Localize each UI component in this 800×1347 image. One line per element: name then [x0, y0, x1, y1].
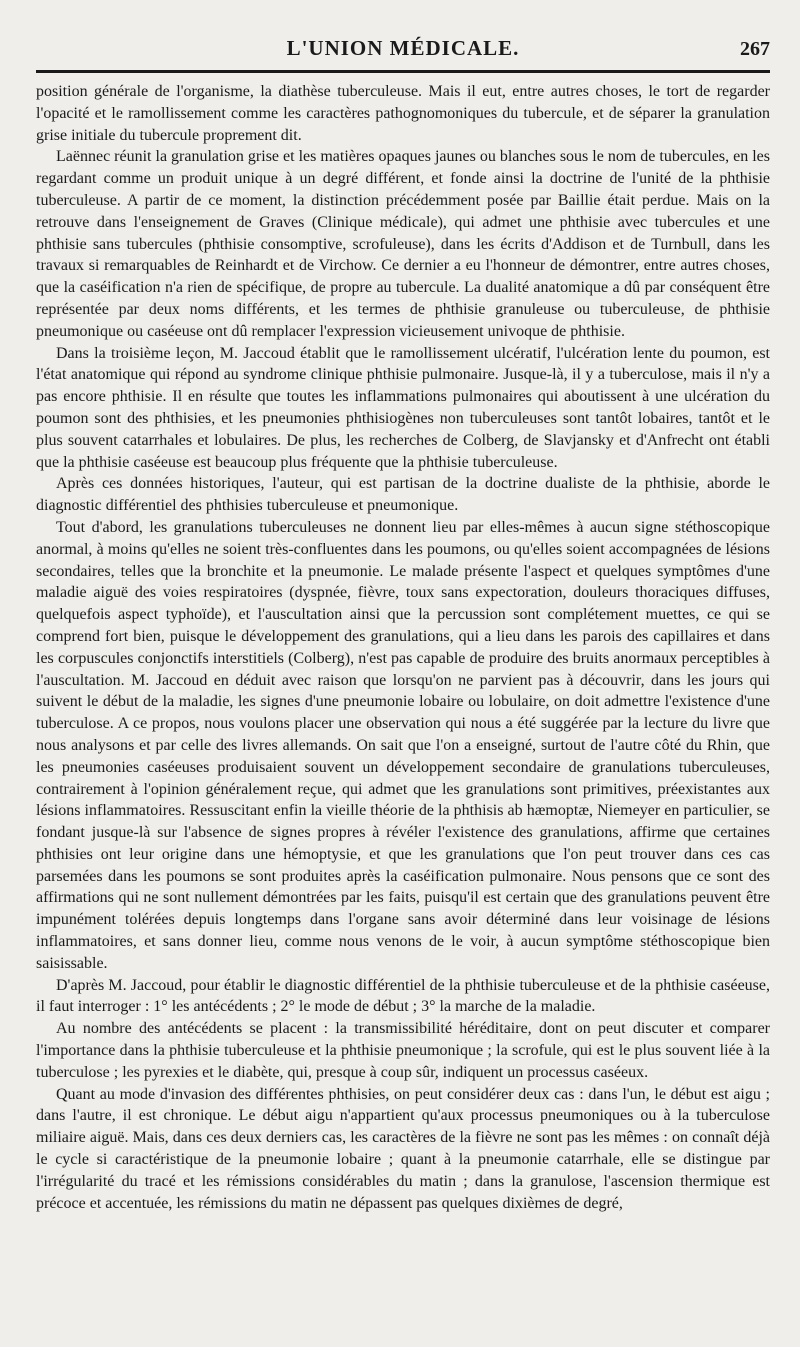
paragraph: Quant au mode d'invasion des différentes phthisies, on peut considérer deux cas : dans l'un, le début est aigu ; dans l'autre, il est chronique. Le début aigu n'appartient qu'aux processus pneumoniques ou à la tuberculose miliaire aiguë. Mais, dans ces deux derniers cas, les caractères de la fièvre ne sont pas les mêmes : on connaît déjà le cycle si caractéristique de la pneumonie lobaire ; quant à la pneumonie catarrhale, elle se distingue par l'irrégularité du tracé et les rémissions considérables du matin ; dans la granulose, l'ascension thermique est précoce et accentuée, les rémissions du matin ne dépassent pas quelques dixièmes de degré, [36, 1085, 770, 1212]
paragraph: Après ces données historiques, l'auteur, qui est partisan de la doctrine dualiste de la phthisie, aborde le diagnostic différentiel des phthisies tuberculeuse et pneumonique. [36, 475, 770, 515]
page-header [36, 34, 770, 66]
paragraph: Tout d'abord, les granulations tuberculeuses ne donnent lieu par elles-mêmes à aucun signe stéthoscopique anormal, à moins qu'elles ne soient très-confluentes dans les poumons, ou qu'elles soient accompagnées de lésions secondaires, telles que la bronchite et la pneumonie. Le malade présente l'aspect et quelques symptômes d'une maladie aiguë des voies respiratoires (dyspnée, fièvre, toux sans expectoration, douleurs thoraciques diffuses, quelquefois aspect typhoïde), et l'auscultation ainsi que la percussion sont complétement muettes, ce qui se comprend fort bien, puisque le développement des granulations, qui a lieu dans les parois des capillaires et dans les corpuscules conjonctifs interstitiels (Colberg), n'est pas capable de produire des bruits anormaux perceptibles à l'auscultation. M. Jaccoud en déduit avec raison que lorsqu'on ne parvient pas à découvrir, dans les jours qui suivent le début de la maladie, les signes d'une pneumonie lobaire ou lobulaire, on doit admettre l'existence d'une tuberculose. A ce propos, nous voulons placer une observation qui nous a été suggérée par la lecture du livre que nous analysons et par celle des livres allemands. On sait que l'on a enseigné, surtout de l'autre côté du Rhin, que les pneumonies caséeuses produisaient souvent un développement secondaire de granulations tuberculeuses, contrairement à l'opinion généralement reçue, qui admet que les granulations sont primitives, préexistantes aux lésions inflammatoires. Ressuscitant enfin la vieille théorie de la phthisis ab hæmoptæ, Niemeyer en particulier, se fondant jusque-là sur l'absence de signes propres à révéler l'existence des granulations, affirme que certaines phthisies ont leur origine dans une hémoptysie, et que les granulations que l'on peut trouver dans ces cas parsemées dans les poumons se sont produites après la caséification pulmonaire. Nous pensons que ce sont des affirmations qui ne sont nullement démontrées par les faits, puisqu'il est certain que des granulations peuvent être impunément tolérées depuis longtemps dans l'organe sans avoir déterminé dans leur voisinage de lésions inflammatoires, et sans donner lieu, comme nous venons de le voir, à aucun symptôme stéthoscopique bien saisissable. [36, 518, 770, 972]
header-rule [36, 70, 770, 73]
paragraph: Laënnec réunit la granulation grise et les matières opaques jaunes ou blanches sous le nom de tubercules, en les regardant comme un produit unique à un degré différent, et fonde ainsi la doctrine de l'unité de la phthisie tuberculeuse. A partir de ce moment, la distinction précédemment posée par Baillie était perdue. Mais on la retrouve dans l'enseignement de Graves (Clinique médicale), qui admet une phthisie avec tubercules et une phthisie sans tubercules (phthisie consomptive, scrofuleuse), dans les écrits d'Addison et de Turnbull, dans les travaux si remarquables de Reinhardt et de Virchow. Ce dernier a eu l'honneur de démontrer, entre autres choses, que la caséification n'a rien de spécifique, de propre au tubercule. La dualité anatomique a dû par conséquent être représentée par deux noms différents, et les termes de phthisie granuleuse ou tuberculeuse, de phthisie pneumonique ou caséeuse ont dû remplacer l'expression vicieusement univoque de phthisie. [36, 148, 770, 340]
body-text [36, 81, 770, 1214]
paragraph: D'après M. Jaccoud, pour établir le diagnostic différentiel de la phthisie tuberculeuse et de la phthisie caséeuse, il faut interroger : 1° les antécédents ; 2° le mode de début ; 3° la marche de la maladie. [36, 976, 770, 1016]
running-title: L'UNION MÉDICALE. [286, 36, 520, 60]
paragraph: Dans la troisième leçon, M. Jaccoud établit que le ramollissement ulcératif, l'ulcération lente du poumon, est l'état anatomique qui répond au syndrome clinique phthisie pulmonaire. Jusque-là, il y a tuberculose, mais il n'y a pas encore phthisie. Il en résulte que toutes les inflammations pulmonaires qui aboutissent à une ulcération du poumon sont des phthisies, et les pneumonies phthisiogènes non tuberculeuses sont tantôt lobaires, tantôt et le plus souvent catarrhales et lobulaires. De plus, les recherches de Colberg, de Slavjansky et d'Anfrecht ont établi que la phthisie caséeuse est beaucoup plus fréquente que la phthisie tuberculeuse. [36, 344, 770, 471]
page-number: 267 [740, 38, 770, 60]
paragraph: position générale de l'organisme, la diathèse tuberculeuse. Mais il eut, entre autres choses, le tort de regarder l'opacité et le ramollissement comme les caractères pathognomoniques du tubercule, et de séparer la granulation grise initiale du tubercule proprement dit. [36, 83, 770, 144]
paragraph: Au nombre des antécédents se placent : la transmissibilité héréditaire, dont on peut discuter et comparer l'importance dans la phthisie tuberculeuse et la phthisie pneumonique ; la scrofule, qui est le plus souvent liée à la tuberculose ; les pyrexies et le diabète, qui, presque à coup sûr, indiquent un processus caséeux. [36, 1020, 770, 1081]
